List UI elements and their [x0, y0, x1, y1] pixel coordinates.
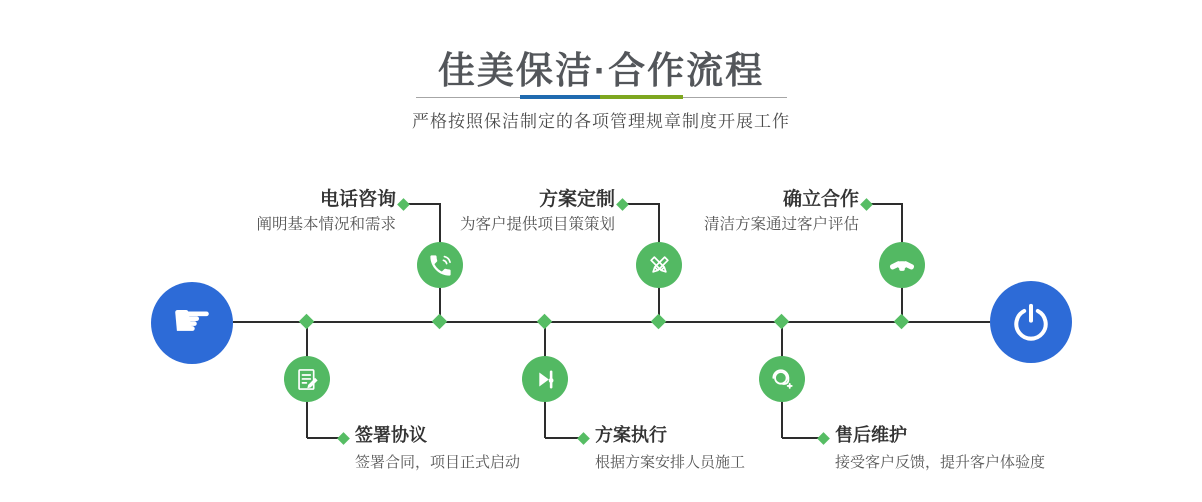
- timeline-node-diamond: [432, 314, 448, 330]
- timeline-node-diamond: [894, 314, 910, 330]
- headset-plus-icon: [768, 365, 796, 393]
- title-divider-blue-segment: [520, 95, 600, 99]
- pointing-hand-icon: ☛: [171, 293, 213, 347]
- step-node-contract: [284, 356, 330, 402]
- step-label-cooperation: [609, 189, 859, 235]
- timeline-node-diamond: [651, 314, 667, 330]
- step-title: 方案执行: [595, 425, 667, 445]
- step-node-aftersales: [759, 356, 805, 402]
- end-node: [990, 281, 1072, 363]
- page-subtitle: 严格按照保洁制定的各项管理规章制度开展工作: [412, 112, 790, 131]
- phone-icon: [427, 252, 454, 279]
- step-desc: 根据方案安排人员施工: [595, 454, 746, 471]
- step-title: 售后维护: [835, 425, 907, 445]
- timeline-node-diamond: [537, 314, 553, 330]
- step-desc: 签署合同，项目正式启动: [355, 454, 521, 471]
- step-title: 方案定制: [538, 189, 615, 210]
- handshake-icon: [888, 251, 916, 279]
- step-label-plan: [365, 189, 615, 235]
- step-desc: 为客户提供项目策策划: [459, 216, 615, 233]
- timeline-line: [233, 321, 990, 323]
- power-icon: [1010, 301, 1052, 343]
- label-diamond: [860, 198, 873, 211]
- page-title: 佳美保洁·合作流程: [437, 50, 765, 91]
- title-divider-green-segment: [600, 95, 683, 99]
- label-diamond: [817, 432, 830, 445]
- label-diamond: [337, 432, 350, 445]
- timeline-node-diamond: [299, 314, 315, 330]
- step-title: 确立合作: [782, 189, 859, 210]
- step-label-contract: [355, 424, 520, 473]
- step-title: 电话咨询: [319, 189, 396, 210]
- step-title: 签署协议: [355, 425, 427, 445]
- step-desc: 阐明基本情况和需求: [256, 216, 396, 233]
- step-label-execute: [595, 424, 745, 473]
- crossed-pencils-icon: [646, 252, 673, 279]
- step-desc: 清洁方案通过客户评估: [703, 216, 859, 233]
- step-desc: 接受客户反馈，提升客户体验度: [835, 454, 1046, 471]
- label-diamond: [577, 432, 590, 445]
- timeline-node-diamond: [774, 314, 790, 330]
- step-node-phone: [417, 242, 463, 288]
- step-label-phone: [146, 189, 396, 235]
- step-node-cooperation: [879, 242, 925, 288]
- step-node-plan: [636, 242, 682, 288]
- start-node: [151, 282, 233, 364]
- step-label-aftersales: [835, 424, 1045, 473]
- play-execute-icon: [532, 366, 559, 393]
- contract-icon: [294, 366, 321, 393]
- step-node-execute: [522, 356, 568, 402]
